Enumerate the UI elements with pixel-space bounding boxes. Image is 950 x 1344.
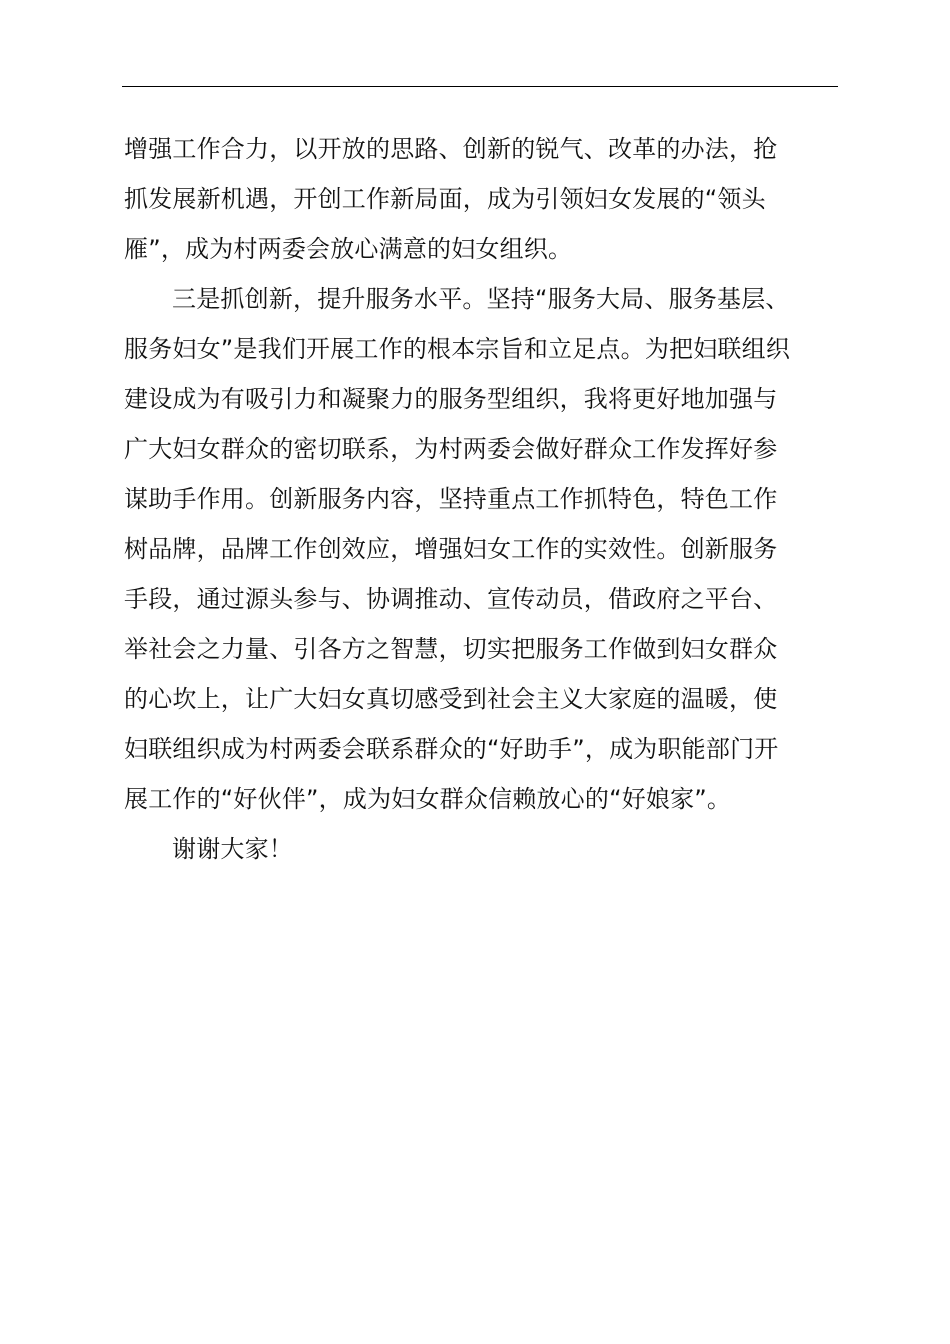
body-text: [124, 124, 838, 874]
text-line: 雁”，成为村两委会放心满意的妇女组织。: [124, 235, 573, 263]
text-line: 增强工作合力，以开放的思路、创新的锐气、改革的办法，抢: [124, 135, 778, 163]
text-line: 妇联组织成为村两委会联系群众的“好助手”，成为职能部门开: [124, 735, 779, 763]
text-line: 建设成为有吸引力和凝聚力的服务型组织，我将更好地加强与: [124, 385, 778, 413]
text-line: 谋助手作用。创新服务内容，坚持重点工作抓特色，特色工作: [124, 485, 778, 513]
text-line: 展工作的“好伙伴”，成为妇女群众信赖放心的“好娘家”。: [124, 785, 732, 813]
text-line: 树品牌，品牌工作创效应，增强妇女工作的实效性。创新服务: [124, 535, 778, 563]
text-line: 手段，通过源头参与、协调推动、宣传动员，借政府之平台、: [124, 585, 778, 613]
text-line: 抓发展新机遇，开创工作新局面，成为引领妇女发展的“领头: [124, 185, 766, 213]
text-line: 的心坎上，让广大妇女真切感受到社会主义大家庭的温暖，使: [124, 685, 778, 713]
header-rule: [122, 86, 838, 87]
paragraph-start-line: 三是抓创新，提升服务水平。坚持“服务大局、服务基层、: [172, 285, 790, 313]
text-line: 举社会之力量、引各方之智慧，切实把服务工作做到妇女群众: [124, 635, 778, 663]
closing-line: 谢谢大家！: [172, 835, 293, 863]
text-line: 广大妇女群众的密切联系，为村两委会做好群众工作发挥好参: [124, 435, 778, 463]
text-line: 服务妇女”是我们开展工作的根本宗旨和立足点。为把妇联组织: [124, 335, 791, 363]
